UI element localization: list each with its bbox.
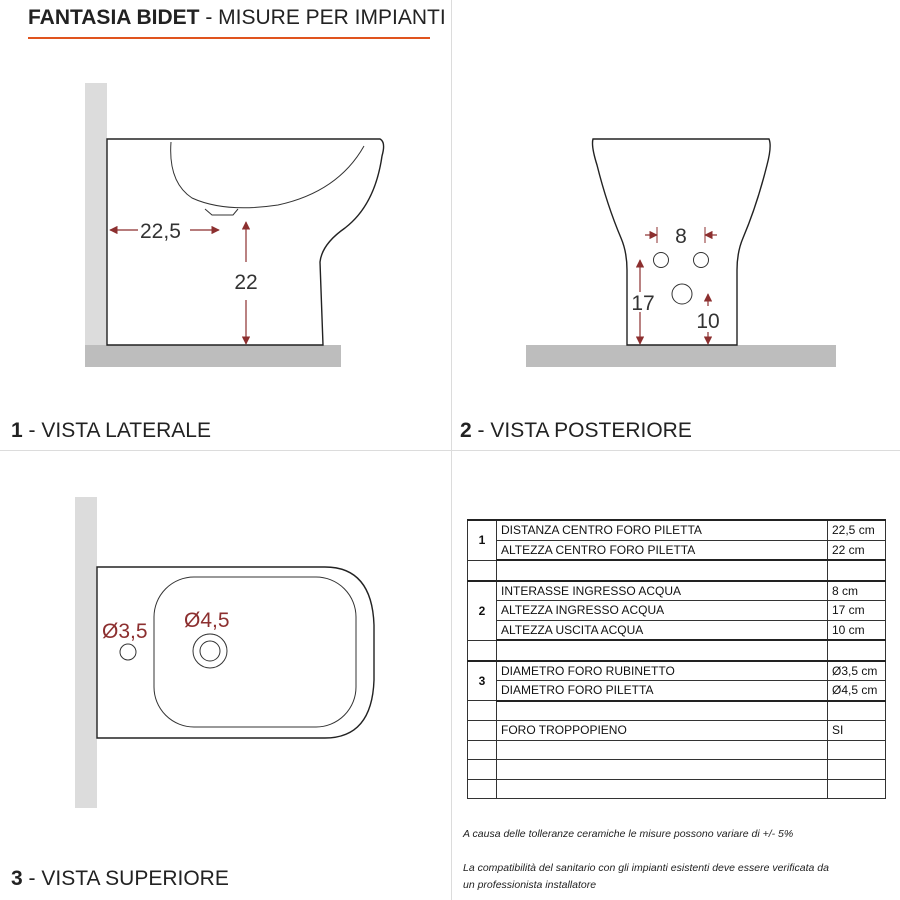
table-row-empty xyxy=(468,640,886,661)
rear-floor xyxy=(526,345,836,367)
compatibility-note-line2: un professionista installatore xyxy=(463,879,597,891)
spec-table xyxy=(467,519,886,799)
view-number-top: 3 xyxy=(11,867,23,890)
table-row xyxy=(468,540,886,560)
rear-outlet xyxy=(672,284,692,304)
spec-value: 10 cm xyxy=(828,620,886,640)
tolerance-note: A causa delle tolleranze ceramiche le misure possono variare di +/- 5% xyxy=(463,828,794,840)
view-number-rear: 2 xyxy=(460,419,472,442)
spec-label: ALTEZZA INGRESSO ACQUA xyxy=(497,601,828,621)
top-drain-inner xyxy=(200,641,220,661)
view-number-side: 1 xyxy=(11,419,23,442)
table-row xyxy=(468,601,886,621)
rear-view-drawing xyxy=(526,139,836,367)
spec-value: SI xyxy=(828,721,886,741)
group-number: 2 xyxy=(468,581,497,641)
top-tap-hole-label: Ø3,5 xyxy=(102,620,148,643)
side-view-drawing xyxy=(85,83,384,367)
view-name-top: - VISTA SUPERIORE xyxy=(22,867,229,890)
table-row-empty xyxy=(468,779,886,799)
group-number: 3 xyxy=(468,661,497,701)
table-row-empty xyxy=(468,560,886,581)
spec-label: ALTEZZA USCITA ACQUA xyxy=(497,620,828,640)
table-row xyxy=(468,520,886,540)
rear-inlet-right xyxy=(694,253,709,268)
table-row xyxy=(468,620,886,640)
title-product: FANTASIA BIDET xyxy=(28,6,200,29)
spec-value: 22 cm xyxy=(828,540,886,560)
table-row-empty xyxy=(468,701,886,721)
rear-outlet-height-label: 10 xyxy=(696,310,720,333)
table-row-empty xyxy=(468,740,886,760)
spec-value: Ø3,5 cm xyxy=(828,661,886,681)
spec-label: DISTANZA CENTRO FORO PILETTA xyxy=(497,520,828,540)
view-label-rear xyxy=(460,419,692,443)
top-tap-hole xyxy=(120,644,136,660)
spec-label: DIAMETRO FORO PILETTA xyxy=(497,681,828,701)
side-floor xyxy=(85,345,341,367)
spec-label: FORO TROPPOPIENO xyxy=(497,721,828,741)
top-view-drawing xyxy=(75,497,374,808)
title-subtitle: - MISURE PER IMPIANTI xyxy=(199,6,446,29)
rear-spacing-label: 8 xyxy=(675,225,687,248)
spec-label: ALTEZZA CENTRO FORO PILETTA xyxy=(497,540,828,560)
compatibility-note-line1: La compatibilità del sanitario con gli impianti esistenti deve essere verificata da xyxy=(463,862,829,874)
rear-inlet-left xyxy=(654,253,669,268)
spec-value: 22,5 cm xyxy=(828,520,886,540)
side-wall xyxy=(85,83,107,367)
view-name-rear: - VISTA POSTERIORE xyxy=(471,419,692,442)
rear-inlet-height-label: 17 xyxy=(631,292,655,315)
spec-value: 17 cm xyxy=(828,601,886,621)
top-wall xyxy=(75,497,97,808)
spec-value: Ø4,5 cm xyxy=(828,681,886,701)
side-height-label: 22 xyxy=(234,271,258,294)
table-row xyxy=(468,721,886,741)
side-distance-label: 22,5 xyxy=(140,220,181,243)
table-row xyxy=(468,681,886,701)
table-row xyxy=(468,661,886,681)
top-drain-label: Ø4,5 xyxy=(184,609,230,632)
view-name-side: - VISTA LATERALE xyxy=(22,419,211,442)
table-row xyxy=(468,581,886,601)
table-row-empty xyxy=(468,760,886,780)
spec-label: DIAMETRO FORO RUBINETTO xyxy=(497,661,828,681)
top-bowl xyxy=(154,577,356,727)
group-number: 1 xyxy=(468,520,497,560)
view-label-top xyxy=(11,867,229,891)
spec-label: INTERASSE INGRESSO ACQUA xyxy=(497,581,828,601)
view-label-side xyxy=(11,419,211,443)
spec-value: 8 cm xyxy=(828,581,886,601)
